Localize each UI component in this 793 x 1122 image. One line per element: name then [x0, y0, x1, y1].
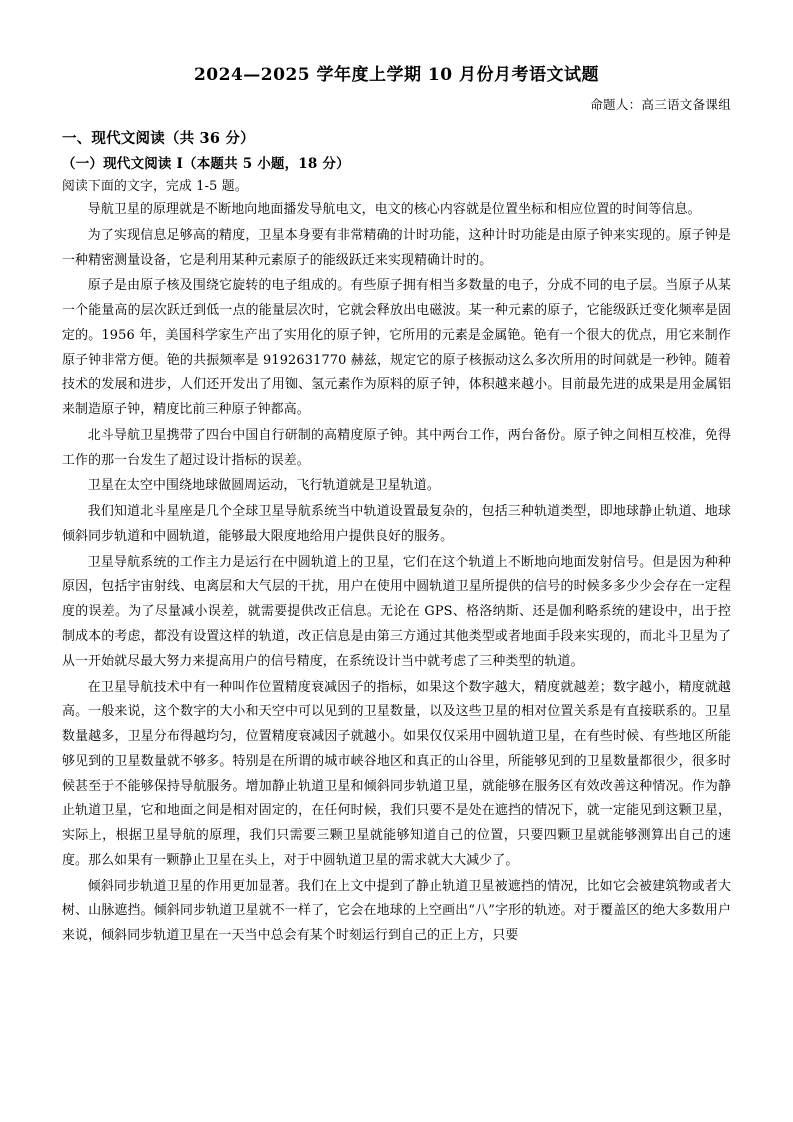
- byline: 命题人：高三语文备课组: [590, 97, 731, 112]
- paragraph: 我们知道北斗星座是几个全球卫星导航系统当中轨道设置最复杂的，包括三种轨道类型，即地球静止轨道、地球倾斜同步轨道和中圆轨道，能够最大限度地给用户提供良好的服务。: [62, 504, 731, 544]
- page-title: 2024—2025 学年度上学期 10 月份月考语文试题: [193, 65, 600, 85]
- article-body: [62, 198, 731, 949]
- section-heading: 一、现代文阅读（共 36 分）: [62, 130, 255, 147]
- paragraph: 在卫星导航技术中有一种叫作位置精度衰减因子的指标，如果这个数字越大，精度就越差；数字越小，精度就越高。一般来说，这个数字的大小和天空中可以见到的卫星数量，以及这些卫星的相对位置关系是有直接联系的。卫星数量越多，卫星分布得越均匀，位置精度衰减因子就越小。如果仅仅采用中圆轨道卫星，在有些时候、有些地区所能够见到的卫星数量就不够多。特别是在所谓的城市峡谷地区和真正的山谷里，所能够见到的卫星数量都很少，很多时候甚至于不能够保持导航服务。增加静止轨道卫星和倾斜同步轨道卫星，就能够在服务区有效改善这种情况。作为静止轨道卫星，它和地面之间是相对固定的，在任何时候，我们只要不是处在遮挡的情况下，就一定能见到这颗卫星，实际上，根据卫星导航的原理，我们只需要三颗卫星就能够知道自己的位置，只要四颗卫星就能够测算出自己的速度。那么如果有一颗静止卫星在头上，对于中圆轨道卫星的需求就大大减少了。: [62, 679, 731, 868]
- paragraph: 卫星在太空中围绕地球做圆周运动，飞行轨道就是卫星轨道。: [87, 478, 440, 494]
- reading-instruction: 阅读下面的文字，完成 1-5 题。: [62, 179, 248, 194]
- sub-heading: （一）现代文阅读 I（本题共 5 小题，18 分）: [62, 156, 350, 172]
- paragraph: 北斗导航卫星携带了四台中国自行研制的高精度原子钟。其中两台工作，两台备份。原子钟之间相互校准，免得工作的那一台发生了超过设计指标的误差。: [62, 427, 731, 468]
- paragraph: 原子是由原子核及围绕它旋转的电子组成的。有些原子拥有相当多数量的电子，分成不同的电子层。当原子从某一个能量高的层次跃迁到低一点的能量层次时，它就会释放出电磁波。某一种元素的原子，它能级跃迁变化频率是固定的。1956 年，美国科学家生产出了实用化的原子钟，它所用的元素是金属铯。铯有一个很大的优点，用它来制作原子钟非常方便。铯的共振频率是 9192631770 赫兹，规定它的原子核振动这么多次所用的时间就是一秒钟。随着技术的发展和进步，人们还开发出了用铷、氢元素作为原料的原子钟，体积越来越小。目前最先进的成果是用金属铝来制造原子钟，精度比前三种原子钟都高。: [62, 278, 731, 418]
- paragraph: 倾斜同步轨道卫星的作用更加显著。我们在上文中提到了静止轨道卫星被遮挡的情况，比如它会被建筑物或者大树、山脉遮挡。倾斜同步轨道卫星就不一样了，它会在地球的上空画出“八”字形的轨迹。对于覆盖区的绝大多数用户来说，倾斜同步轨道卫星在一天当中总会有某个时刻运行到自己的正上方，只要: [62, 878, 731, 944]
- paragraph: 卫星导航系统的工作主力是运行在中圆轨道上的卫星，它们在这个轨道上不断地向地面发射信号。但是因为种种原因，包括宇宙射线、电离层和大气层的干扰，用户在使用中圆轨道卫星所提供的信号的时候多多少少会存在一定程度的误差。为了尽量减小误差，就需要提供改正信息。无论在 GPS、格洛纳斯、还是伽利略系统的建设中，出于控制成本的考虑，都没有设置这样的轨道，改正信息是由第三方通过其他类型或者地面手段来实现的，而北斗卫星为了从一开始就尽最大努力来提高用户的信号精度，在系统设计当中就考虑了三种类型的轨道。: [62, 554, 731, 669]
- paragraph: 为了实现信息足够高的精度，卫星本身要有非常精确的计时功能，这种计时功能是由原子钟来实现的。原子钟是一种精密测量设备，它是利用某种元素原子的能级跃迁来实现精确计时的。: [62, 227, 731, 268]
- paragraph: 导航卫星的原理就是不断地向地面播发导航电文，电文的核心内容就是位置坐标和相应位置的时间等信息。: [87, 202, 701, 217]
